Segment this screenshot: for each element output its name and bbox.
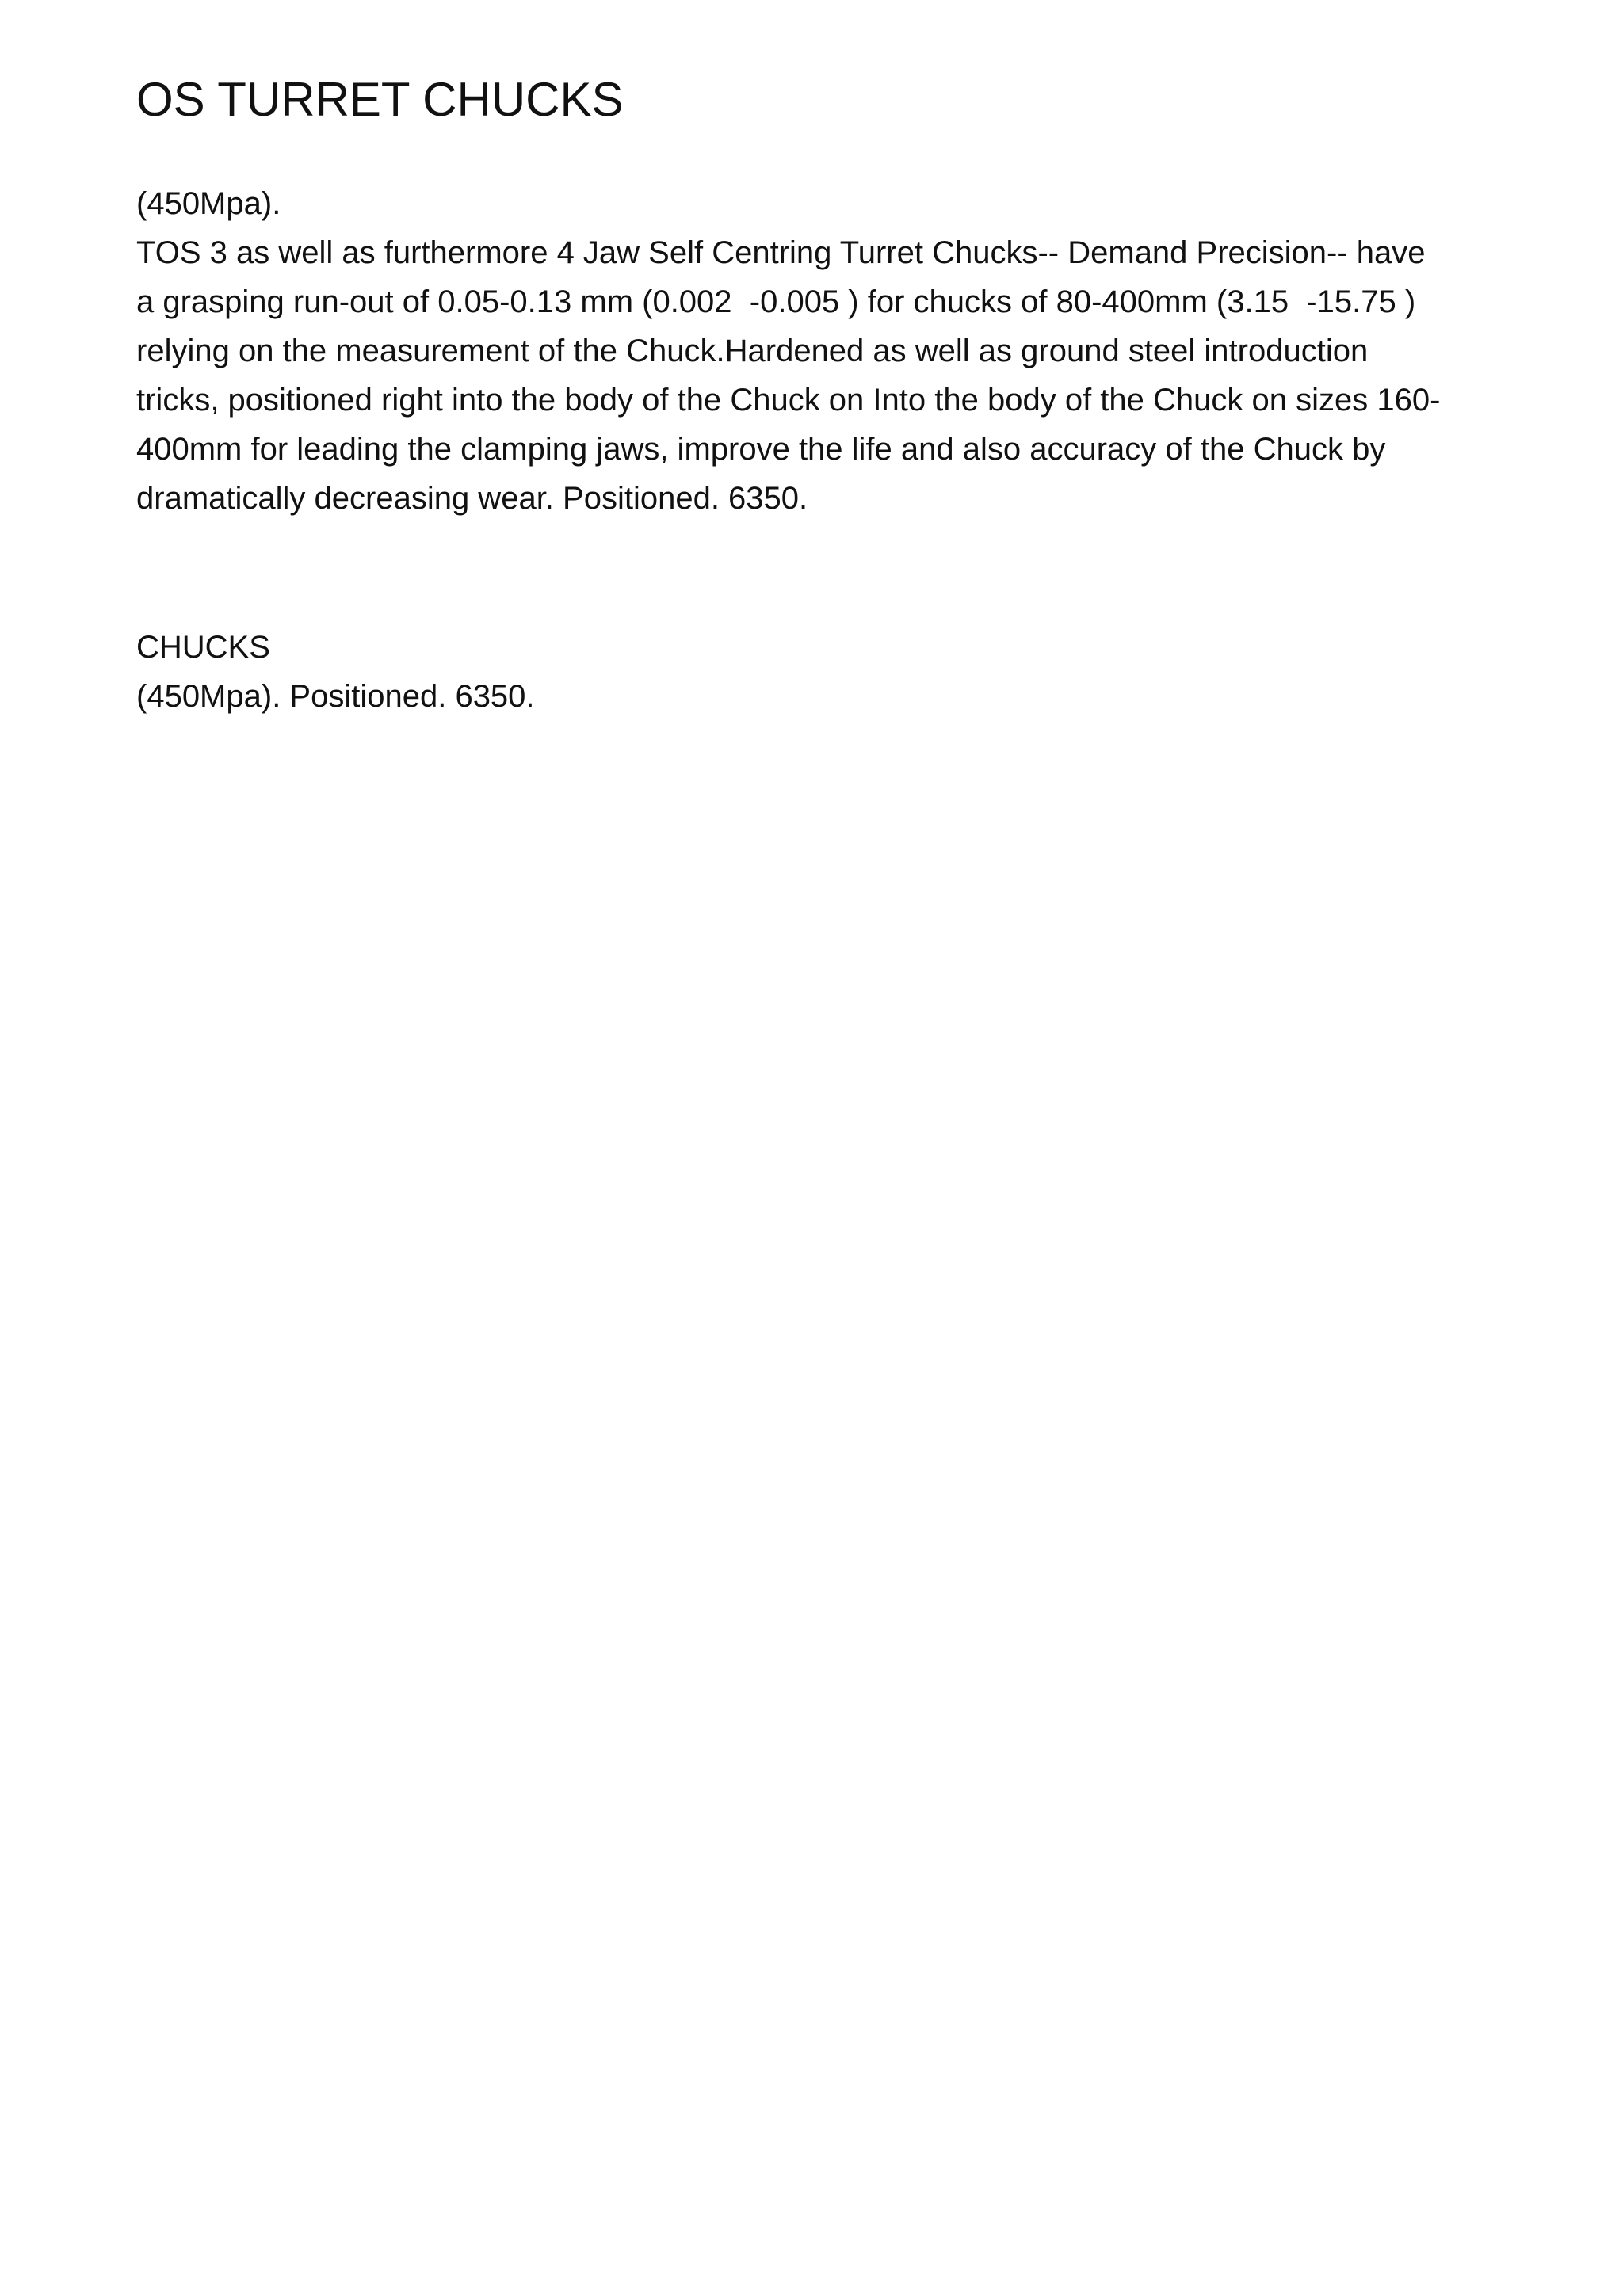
paragraph-line: TOS 3 as well as furthermore 4 Jaw Self Centring Turret Chucks-- Demand Precision-- have (136, 235, 1426, 270)
paragraph-line: dramatically decreasing wear. Positioned. 6350. (136, 481, 808, 516)
paragraph-line: 400mm for leading the clamping jaws, improve the life and also accuracy of the Chuck by (136, 432, 1386, 467)
page-title: OS TURRET CHUCKS (136, 73, 624, 126)
paragraph-line: (450Mpa). (136, 186, 281, 221)
body-paragraph-2 (136, 623, 1499, 721)
paragraph-line: tricks, positioned right into the body of the Chuck on Into the body of the Chuck on sizes 160- (136, 383, 1441, 418)
section-heading: CHUCKS (136, 630, 270, 665)
paragraph-line: relying on the measurement of the Chuck.Hardened as well as ground steel introduction (136, 334, 1369, 368)
paragraph-line: a grasping run-out of 0.05-0.13 mm (0.002 -0.005 ) for chucks of 80-400mm (3.15 -15.75 ) (136, 284, 1416, 319)
body-paragraph-1 (136, 179, 1499, 523)
paragraph-line: (450Mpa). Positioned. 6350. (136, 679, 535, 714)
